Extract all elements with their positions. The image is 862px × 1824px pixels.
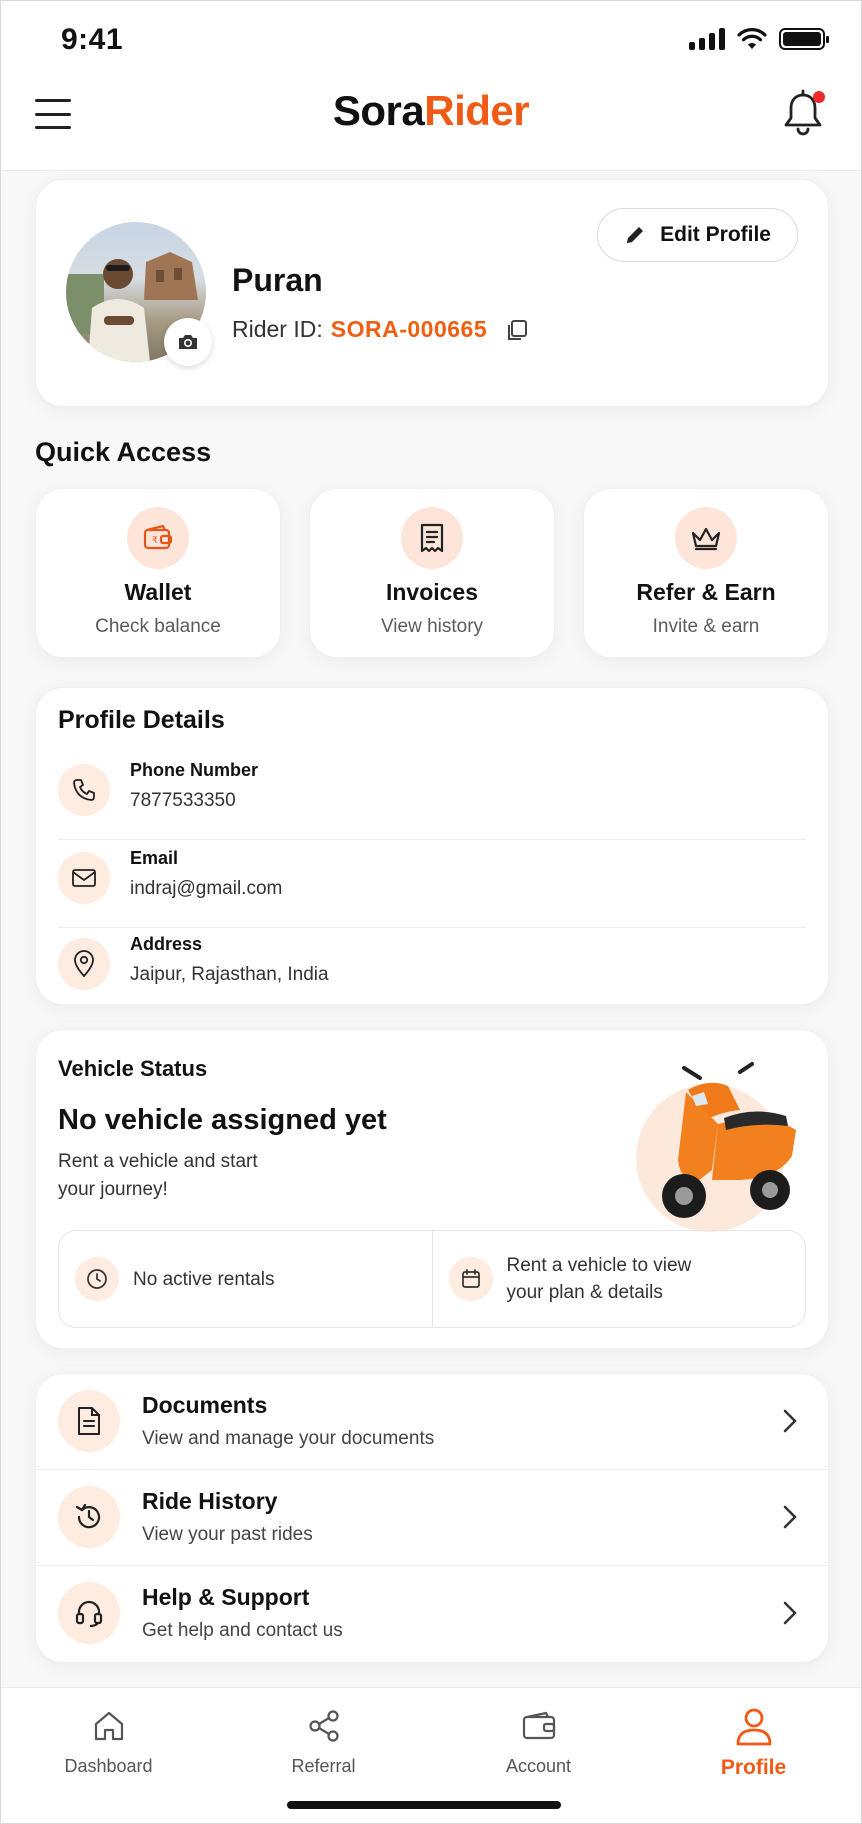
detail-row-phone [58, 756, 806, 840]
pencil-icon [624, 224, 646, 246]
quick-access-sublabel: View history [380, 616, 484, 637]
detail-row-address [58, 930, 806, 1014]
quick-access-label: Refer & Earn [636, 579, 776, 605]
home-indicator [287, 1801, 561, 1809]
battery-icon [779, 28, 825, 50]
user-icon [646, 1702, 861, 1750]
quick-access-sublabel: Check balance [95, 616, 221, 637]
detail-value: 7877533350 [130, 790, 236, 811]
svg-text:₹: ₹ [152, 536, 158, 546]
menu-item-title: Help & Support [142, 1584, 310, 1610]
wallet-icon [431, 1702, 646, 1750]
home-icon [1, 1702, 216, 1750]
quick-access-sublabel: Invite & earn [652, 616, 760, 637]
vehicle-status-title: No vehicle assigned yet [58, 1104, 387, 1136]
brand-logo [1, 87, 861, 135]
profile-details-title: Profile Details [58, 706, 225, 734]
quick-access-title: Quick Access [35, 437, 212, 467]
nav-label: Profile [720, 1756, 787, 1779]
menu-item-title: Ride History [142, 1488, 278, 1514]
detail-label: Address [130, 934, 203, 954]
location-pin-icon [58, 938, 110, 990]
wifi-icon [737, 27, 767, 51]
nav-label: Dashboard [64, 1756, 153, 1776]
brand-part-1: Sora [332, 87, 425, 134]
nav-dashboard[interactable] [1, 1688, 216, 1824]
headset-icon [58, 1582, 120, 1644]
status-bar [1, 1, 861, 73]
vehicle-status-description: Rent a vehicle and start your journey! [58, 1151, 258, 1200]
rider-id-label: Rider ID: [232, 316, 323, 342]
cellular-signal-icon [689, 28, 725, 50]
rider-id-row [232, 316, 529, 343]
wallet-icon [127, 507, 189, 569]
quick-access-invoices[interactable] [309, 488, 555, 658]
receipt-icon [401, 507, 463, 569]
quick-access-label: Wallet [124, 579, 192, 605]
menu-item-documents[interactable] [36, 1374, 828, 1470]
status-icons [689, 27, 825, 51]
calendar-icon [449, 1257, 493, 1301]
quick-access-refer-earn[interactable] [583, 488, 829, 658]
quick-access-wallet[interactable] [35, 488, 281, 658]
menu-item-ride-history[interactable] [36, 1470, 828, 1566]
vehicle-status-card [35, 1029, 829, 1349]
history-icon [58, 1486, 120, 1548]
rider-name: Puran [232, 262, 323, 298]
copy-icon[interactable] [505, 318, 529, 342]
active-rentals-stat [59, 1231, 432, 1327]
clock-icon [75, 1257, 119, 1301]
notifications-bell-icon[interactable] [781, 89, 825, 137]
status-time: 9:41 [61, 23, 124, 56]
menu-item-subtitle: View your past rides [142, 1524, 313, 1545]
edit-profile-button[interactable] [597, 208, 798, 262]
rider-id-value: SORA-000665 [330, 316, 488, 342]
vehicle-status-label: Vehicle Status [58, 1056, 208, 1081]
detail-value: indraj@gmail.com [130, 878, 283, 899]
chevron-right-icon [782, 1504, 798, 1530]
menu-item-title: Documents [142, 1392, 268, 1418]
plan-details-stat [432, 1231, 806, 1327]
profile-details-card [35, 687, 829, 1005]
detail-label: Phone Number [130, 760, 259, 780]
nav-label: Account [505, 1756, 572, 1776]
active-rentals-text: No active rentals [133, 1268, 275, 1290]
vehicle-stats-box [58, 1230, 806, 1328]
quick-access-label: Invoices [385, 579, 479, 605]
menu-item-help-support[interactable] [36, 1566, 828, 1662]
detail-value: Jaipur, Rajasthan, India [130, 964, 329, 985]
profile-card [35, 179, 829, 407]
crown-icon [675, 507, 737, 569]
app-header [1, 73, 861, 171]
detail-label: Email [130, 848, 179, 868]
mail-icon [58, 852, 110, 904]
detail-row-email [58, 844, 806, 928]
chevron-right-icon [782, 1408, 798, 1434]
chevron-right-icon [782, 1600, 798, 1626]
nav-label: Referral [291, 1756, 356, 1776]
brand-part-2: Rider [424, 87, 530, 134]
share-icon [216, 1702, 431, 1750]
document-icon [58, 1390, 120, 1452]
plan-details-text: Rent a vehicle to view your plan & details [506, 1255, 692, 1303]
menu-item-subtitle: Get help and contact us [142, 1620, 343, 1641]
menu-item-subtitle: View and manage your documents [142, 1428, 435, 1449]
settings-menu-card [35, 1373, 829, 1663]
phone-icon [58, 764, 110, 816]
change-photo-camera-icon[interactable] [164, 318, 212, 366]
edit-profile-label: Edit Profile [660, 223, 771, 246]
nav-profile[interactable] [646, 1688, 861, 1824]
notification-dot [813, 91, 825, 103]
scooter-illustration [628, 1060, 804, 1240]
